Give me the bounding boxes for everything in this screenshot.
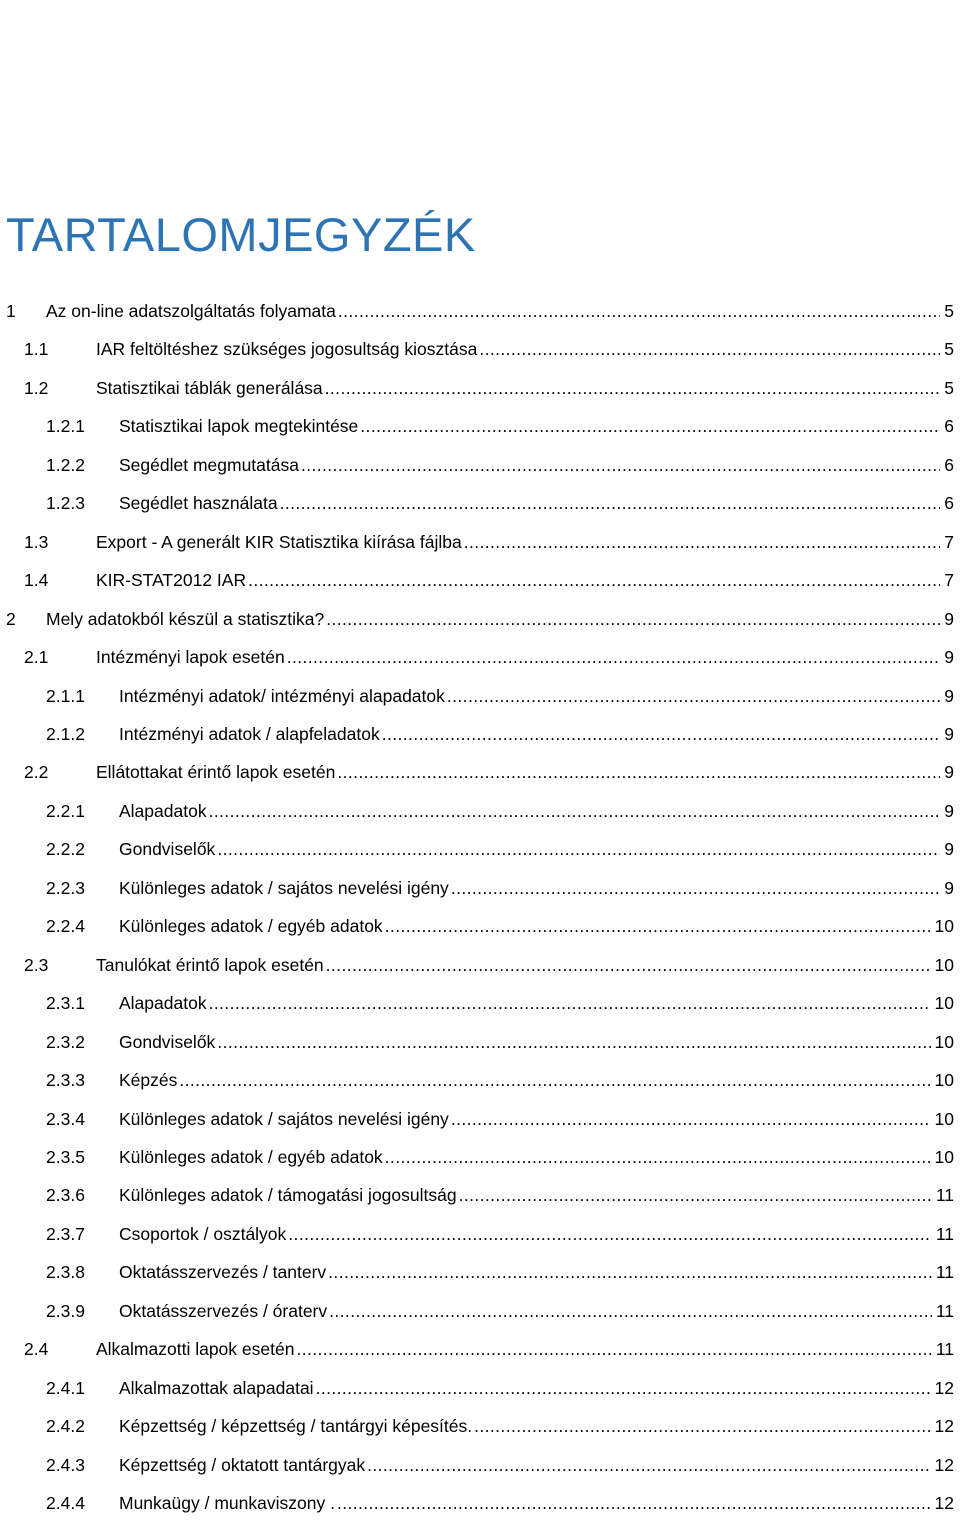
toc-entry[interactable] — [0, 753, 960, 791]
toc-dot-leader — [288, 1215, 932, 1253]
toc-entry[interactable] — [0, 1446, 960, 1484]
toc-entry-number: 2.3.1 — [46, 993, 85, 1014]
toc-entry[interactable] — [0, 1253, 960, 1291]
toc-entry-number: 1 — [6, 301, 16, 321]
toc-entry-number: 2.3 — [24, 954, 49, 975]
toc-entry-title: Gondviselők — [119, 1031, 216, 1052]
toc-entry-title: Export - A generált KIR Statisztika kiírása fájlba — [96, 531, 462, 552]
toc-entry-title: Intézményi adatok/ intézményi alapadatok — [119, 685, 445, 706]
toc-entry-title: Alkalmazottak alapadatai — [119, 1377, 314, 1398]
toc-entry-page-number: 9 — [944, 723, 954, 744]
toc-entry-page-number: 11 — [935, 1300, 954, 1321]
toc-dot-leader — [209, 792, 941, 830]
toc-entry-number: 2 — [6, 608, 16, 629]
toc-entry[interactable] — [0, 946, 960, 984]
toc-entry-title: Intézményi lapok esetén — [96, 647, 285, 668]
toc-dot-leader — [451, 869, 940, 907]
toc-entry-title: Az on-line adatszolgáltatás folyamata — [46, 301, 336, 321]
toc-entry-line — [119, 1484, 954, 1522]
toc-entry-line — [96, 561, 954, 599]
toc-entry[interactable] — [0, 1176, 960, 1214]
toc-dot-leader — [360, 407, 940, 445]
toc-entry-page-number: 11 — [935, 1223, 954, 1244]
toc-entry-line — [96, 638, 954, 676]
toc-entry-page-number: 6 — [944, 493, 954, 514]
toc-entry-title: Statisztikai lapok megtekintése — [119, 416, 359, 437]
toc-entry-number: 2.2.1 — [46, 800, 85, 821]
toc-dot-leader — [338, 292, 940, 330]
toc-entry-title: Mely adatokból készül a statisztika? — [46, 608, 325, 629]
toc-dot-leader — [328, 1253, 932, 1291]
toc-entry-line — [119, 1369, 954, 1407]
toc-entry-page-number: 5 — [944, 377, 954, 398]
table-of-contents — [0, 292, 960, 1523]
toc-entry-title: Munkaügy / munkaviszony . — [119, 1493, 335, 1514]
toc-entry-number: 2.2 — [24, 762, 49, 783]
toc-dot-leader — [447, 677, 940, 715]
toc-entry-number: 1.1 — [24, 339, 49, 360]
toc-entry[interactable] — [0, 1138, 960, 1176]
toc-entry-page-number: 10 — [934, 916, 954, 937]
toc-entry-number: 2.3.7 — [46, 1223, 85, 1244]
toc-entry-line — [119, 1023, 954, 1061]
toc-entry-page-number: 9 — [944, 647, 954, 668]
toc-dot-leader — [316, 1369, 931, 1407]
toc-entry-line — [96, 523, 954, 561]
toc-dot-leader — [479, 330, 940, 368]
toc-entry-title: Különleges adatok / egyéb adatok — [119, 1146, 383, 1167]
toc-entry[interactable] — [0, 715, 960, 753]
toc-entry-page-number: 7 — [944, 531, 954, 552]
toc-entry-number: 2.3.4 — [46, 1108, 85, 1129]
toc-entry-title: Statisztikai táblák generálása — [96, 377, 323, 398]
toc-dot-leader — [217, 830, 940, 868]
toc-entry-page-number: 7 — [944, 570, 954, 591]
toc-entry-line — [119, 1446, 954, 1484]
toc-entry-line — [119, 1100, 954, 1138]
toc-entry-page-number: 10 — [934, 1070, 954, 1091]
toc-entry-title: Különleges adatok / sajátos nevelési igény — [119, 877, 449, 898]
toc-entry-page-number: 9 — [944, 839, 954, 860]
toc-entry-title: Különleges adatok / sajátos nevelési igény — [119, 1108, 449, 1129]
toc-entry-title: KIR-STAT2012 IAR — [96, 570, 247, 591]
toc-dot-leader — [474, 1407, 930, 1445]
toc-entry[interactable] — [0, 1407, 960, 1445]
toc-entry-line — [119, 715, 954, 753]
toc-entry[interactable] — [0, 446, 960, 484]
toc-entry-title: Csoportok / osztályok — [119, 1223, 287, 1244]
toc-entry[interactable] — [0, 330, 960, 368]
toc-dot-leader — [209, 984, 931, 1022]
toc-entry-number: 2.2.4 — [46, 916, 85, 937]
toc-entry-title: IAR feltöltéshez szükséges jogosultság kiosztása — [96, 339, 478, 360]
toc-entry-title: Tanulókat érintő lapok esetén — [96, 954, 324, 975]
toc-entry-title: Különleges adatok / egyéb adatok — [119, 916, 383, 937]
toc-entry-title: Képzettség / oktatott tantárgyak — [119, 1454, 366, 1475]
toc-entry-title: Képzés — [119, 1070, 178, 1091]
toc-dot-leader — [325, 369, 941, 407]
toc-entry-page-number: 11 — [935, 1185, 954, 1206]
toc-entry-line — [119, 446, 954, 484]
toc-entry-number: 2.2.3 — [46, 877, 85, 898]
toc-entry-page-number: 5 — [944, 339, 954, 360]
toc-entry-line — [119, 1253, 954, 1291]
toc-entry[interactable] — [0, 561, 960, 599]
toc-entry-line — [119, 1292, 954, 1330]
toc-entry-page-number: 12 — [934, 1377, 954, 1398]
toc-entry-title: Segédlet használata — [119, 493, 278, 514]
toc-dot-leader — [326, 600, 940, 638]
toc-dot-leader — [301, 446, 940, 484]
toc-entry-page-number: 12 — [934, 1454, 954, 1475]
toc-entry-number: 2.4.4 — [46, 1493, 85, 1514]
toc-dot-leader — [367, 1446, 930, 1484]
toc-entry[interactable] — [0, 907, 960, 945]
toc-entry-number: 2.3.6 — [46, 1185, 85, 1206]
toc-dot-leader — [280, 484, 941, 522]
toc-entry[interactable] — [0, 1215, 960, 1253]
toc-entry[interactable] — [0, 1023, 960, 1061]
toc-dot-leader — [326, 946, 931, 984]
toc-dot-leader — [385, 1138, 931, 1176]
toc-entry-title: Ellátottakat érintő lapok esetén — [96, 762, 336, 783]
toc-entry-number: 2.4.2 — [46, 1416, 85, 1437]
toc-entry-page-number: 12 — [934, 1493, 954, 1514]
toc-entry-number: 2.3.5 — [46, 1146, 85, 1167]
toc-entry-page-number: 10 — [934, 1031, 954, 1052]
toc-entry-title: Alapadatok — [119, 993, 207, 1014]
toc-entry[interactable] — [0, 600, 960, 638]
toc-entry[interactable] — [0, 1061, 960, 1099]
toc-entry-page-number: 6 — [944, 454, 954, 475]
toc-dot-leader — [248, 561, 940, 599]
toc-entry-line — [119, 1176, 954, 1214]
toc-entry-line — [96, 946, 954, 984]
toc-dot-leader — [459, 1176, 932, 1214]
toc-dot-leader — [337, 1484, 931, 1522]
toc-dot-leader — [385, 907, 931, 945]
toc-entry-number: 1.3 — [24, 531, 49, 552]
toc-entry-number: 1.2 — [24, 377, 49, 398]
toc-entry-line — [46, 600, 954, 638]
toc-dot-leader — [464, 523, 941, 561]
toc-entry[interactable] — [0, 1330, 960, 1368]
toc-entry-line — [119, 1061, 954, 1099]
toc-entry-line — [96, 1330, 954, 1368]
toc-dot-leader — [382, 715, 941, 753]
toc-entry-title: Oktatásszervezés / óraterv — [119, 1300, 328, 1321]
toc-entry-page-number: 10 — [934, 1146, 954, 1167]
toc-entry-page-number: 11 — [935, 1339, 954, 1360]
toc-entry[interactable] — [0, 984, 960, 1022]
toc-entry[interactable] — [0, 1100, 960, 1138]
toc-entry-title: Képzettség / képzettség / tantárgyi képesítés. — [119, 1416, 473, 1437]
toc-entry[interactable] — [0, 484, 960, 522]
toc-dot-leader — [329, 1292, 932, 1330]
toc-entry-number: 1.4 — [24, 570, 49, 591]
toc-entry-number: 2.4.3 — [46, 1454, 85, 1475]
toc-entry[interactable] — [0, 869, 960, 907]
toc-entry[interactable] — [0, 523, 960, 561]
toc-entry-line — [46, 292, 954, 330]
toc-entry-number: 2.3.2 — [46, 1031, 85, 1052]
toc-dot-leader — [287, 638, 941, 676]
toc-entry-page-number: 10 — [934, 954, 954, 975]
toc-entry-number: 2.2.2 — [46, 839, 85, 860]
toc-entry-line — [96, 753, 954, 791]
toc-entry[interactable] — [0, 638, 960, 676]
toc-entry-line — [119, 1138, 954, 1176]
toc-entry-number: 1.2.2 — [46, 454, 85, 475]
toc-entry-line — [96, 369, 954, 407]
toc-entry-line — [119, 677, 954, 715]
toc-entry-number: 2.1 — [24, 647, 49, 668]
toc-entry-line — [119, 792, 954, 830]
toc-entry[interactable] — [0, 292, 960, 330]
toc-entry-line — [119, 984, 954, 1022]
toc-entry[interactable] — [0, 1292, 960, 1330]
toc-entry-title: Gondviselők — [119, 839, 216, 860]
page-title: TARTALOMJEGYZÉK — [6, 208, 476, 261]
toc-entry-title: Alkalmazotti lapok esetén — [96, 1339, 295, 1360]
toc-entry-title: Segédlet megmutatása — [119, 454, 299, 475]
toc-entry[interactable] — [0, 1484, 960, 1522]
toc-entry[interactable] — [0, 407, 960, 445]
toc-entry[interactable] — [0, 792, 960, 830]
toc-dot-leader — [217, 1023, 930, 1061]
toc-entry-number: 2.3.8 — [46, 1262, 85, 1283]
toc-entry-line — [119, 407, 954, 445]
toc-entry-page-number: 10 — [934, 993, 954, 1014]
toc-dot-leader — [451, 1100, 931, 1138]
toc-entry-number: 2.1.1 — [46, 685, 85, 706]
toc-entry-page-number: 9 — [944, 685, 954, 706]
toc-entry-page-number: 10 — [934, 1108, 954, 1129]
toc-entry-title: Különleges adatok / támogatási jogosultság — [119, 1185, 457, 1206]
toc-entry-line — [119, 830, 954, 868]
toc-entry-page-number: 9 — [944, 762, 954, 783]
toc-entry-number: 1.2.3 — [46, 493, 85, 514]
toc-entry[interactable] — [0, 1369, 960, 1407]
toc-dot-leader — [179, 1061, 930, 1099]
toc-entry-page-number: 6 — [944, 416, 954, 437]
toc-dot-leader — [337, 753, 940, 791]
toc-entry-line — [119, 869, 954, 907]
toc-entry[interactable] — [0, 369, 960, 407]
toc-entry-page-number: 9 — [944, 608, 954, 629]
toc-entry-page-number: 12 — [934, 1416, 954, 1437]
toc-entry-page-number: 9 — [944, 800, 954, 821]
toc-entry-title: Alapadatok — [119, 800, 207, 821]
toc-entry-number: 2.1.2 — [46, 723, 85, 744]
toc-entry-page-number: 11 — [935, 1262, 954, 1283]
toc-entry-number: 1.2.1 — [46, 416, 85, 437]
toc-entry-line — [119, 907, 954, 945]
toc-entry-title: Oktatásszervezés / tanterv — [119, 1262, 327, 1283]
toc-entry-line — [96, 330, 954, 368]
toc-entry-number: 2.3.9 — [46, 1300, 85, 1321]
toc-entry-page-number: 5 — [944, 301, 954, 321]
toc-entry-title: Intézményi adatok / alapfeladatok — [119, 723, 380, 744]
toc-dot-leader — [296, 1330, 931, 1368]
toc-entry[interactable] — [0, 830, 960, 868]
toc-entry-page-number: 9 — [944, 877, 954, 898]
toc-entry-number: 2.4 — [24, 1339, 49, 1360]
toc-entry-number: 2.3.3 — [46, 1070, 85, 1091]
toc-entry-line — [119, 1215, 954, 1253]
toc-entry[interactable] — [0, 677, 960, 715]
toc-entry-line — [119, 484, 954, 522]
toc-entry-line — [119, 1407, 954, 1445]
toc-entry-number: 2.4.1 — [46, 1377, 85, 1398]
